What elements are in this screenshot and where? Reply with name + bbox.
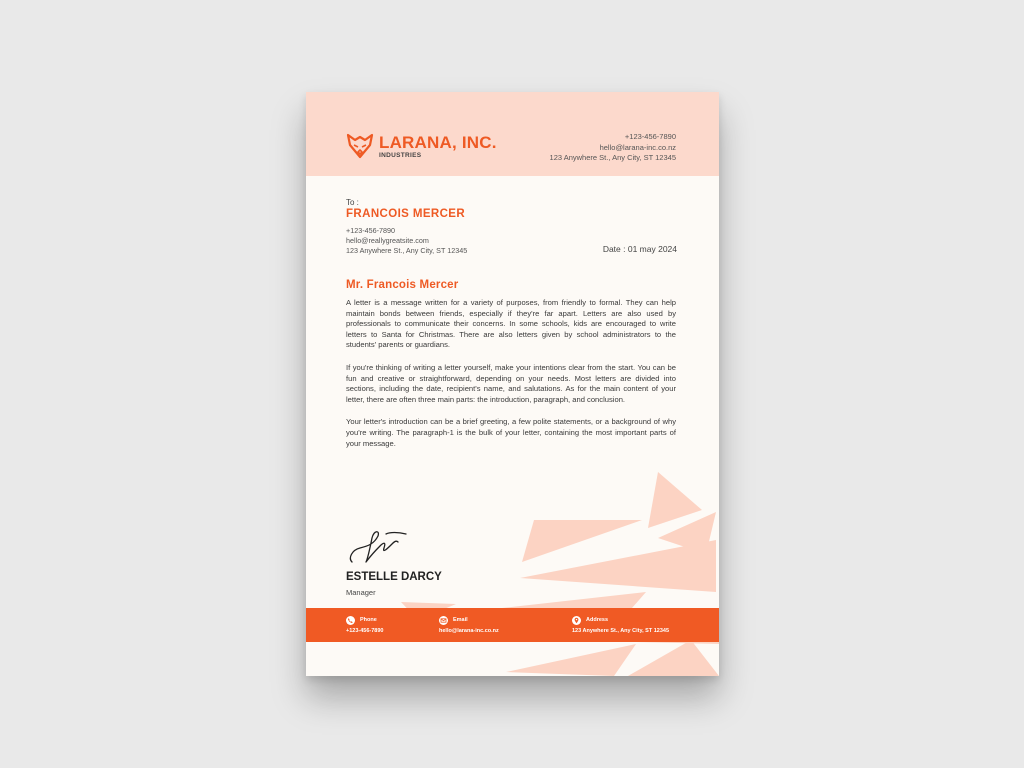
signature-icon [346,524,414,566]
letter-body [346,298,676,461]
signer-name: ESTELLE DARCY [346,571,442,583]
body-paragraph-2: If you're thinking of writing a letter yourself, make your intentions clear from the start. You can be fun and creative or straightforward, depending on your needs. Most letters are divided into sections, including the date, recipient's name, and salutations. As for the main content of your letter, there are often three main parts: the introduction, paragraph, and conclusion. [346,362,676,404]
to-label: To : [346,198,359,207]
letterhead-page [306,92,719,676]
footer-phone-value: +123-456-7890 [346,628,384,634]
body-paragraph-1: A letter is a message written for a variety of purposes, from friendly to formal. They can help maintain bonds between friends, especially if they're far apart. Letters are also used by professionals to communicate their concerns. In some schools, kids are encouraged to write letters to Santa for Christmas. There are also letters given by school administrators to the students' parents or guardians. [346,298,676,350]
recipient-email: hello@reallygreatsite.com [346,236,429,245]
footer-email-value: hello@larana-inc.co.nz [439,628,499,634]
footer-phone-label: Phone [360,617,377,623]
header-phone: +123-456-7890 [624,132,676,141]
footer-email-label: Email [453,617,468,623]
header-contact [550,132,676,164]
recipient-address: 123 Anywhere St., Any City, ST 12345 [346,246,468,255]
header-address: 123 Anywhere St., Any City, ST 12345 [549,153,676,162]
footer-address-label: Address [586,617,609,623]
brand-subtitle: INDUSTRIES [379,152,422,159]
footer-address-value: 123 Anywhere St., Any City, ST 12345 [572,628,670,634]
fox-logo-icon [346,132,374,160]
mail-icon [439,616,448,625]
contact-footer [306,608,719,642]
letter-header [306,92,719,176]
brand-name: LARANA, INC. [379,133,497,152]
location-pin-icon [572,616,581,625]
phone-icon [346,616,355,625]
signer-title: Manager [346,588,376,597]
letter-date: Date : 01 may 2024 [602,244,677,254]
recipient-name: FRANCOIS MERCER [346,208,466,220]
recipient-phone: +123-456-7890 [346,226,395,235]
recipient-contact [346,226,467,256]
header-email: hello@larana-inc.co.nz [599,142,676,152]
salutation: Mr. Francois Mercer [346,279,459,291]
body-paragraph-3: Your letter's introduction can be a brief greeting, a few polite statements, or a background of why you're writing. The paragraph-1 is the bulk of your letter, containing the most important parts of your message. [346,417,676,448]
